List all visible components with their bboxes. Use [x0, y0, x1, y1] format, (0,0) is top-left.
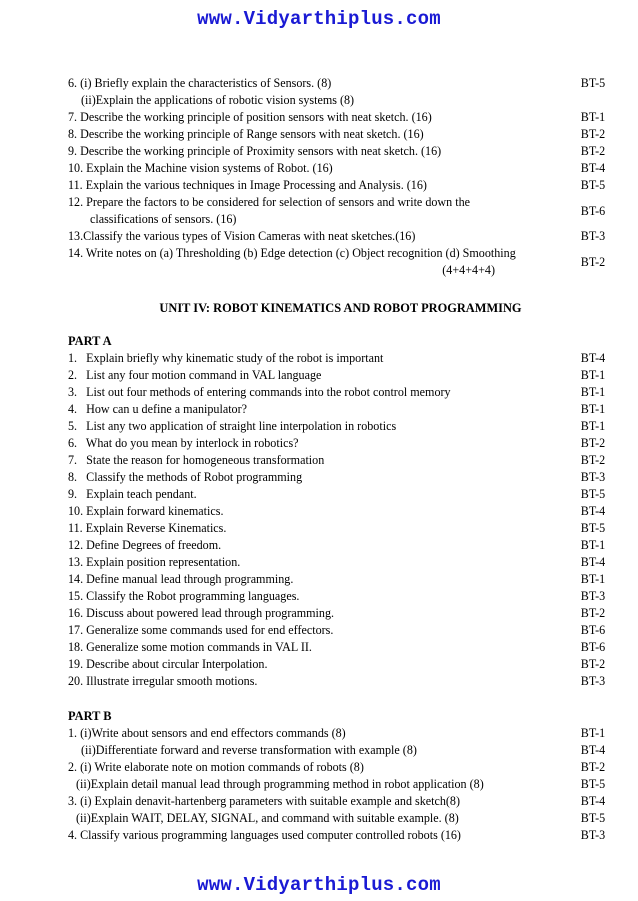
question-row	[68, 759, 613, 776]
question-text: 16. Discuss about powered lead through programming.	[68, 606, 335, 620]
question-row	[68, 503, 613, 520]
question-text: (ii)Explain WAIT, DELAY, SIGNAL, and command with suitable example. (8)	[76, 811, 459, 825]
question-text: 8. Classify the methods of Robot programming	[68, 470, 303, 484]
part-b-list	[68, 725, 613, 844]
unit-title: UNIT IV: ROBOT KINEMATICS AND ROBOT PROGRAMMING	[159, 301, 522, 315]
question-text: 3. List out four methods of entering commands into the robot control memory	[68, 385, 451, 399]
bt-level: BT-3	[580, 674, 606, 688]
question-row	[68, 126, 613, 143]
question-row	[68, 571, 613, 588]
question-text: 2. (i) Write elaborate note on motion commands of robots (8)	[68, 760, 364, 774]
bt-level: BT-6	[580, 623, 606, 637]
question-row	[68, 486, 613, 503]
question-text: 18. Generalize some motion commands in VAL II.	[68, 640, 312, 654]
question-row	[68, 109, 613, 126]
question-text: 12. Prepare the factors to be considered for selection of sensors and write down the	[68, 195, 470, 209]
bt-level: BT-6	[580, 203, 606, 218]
bt-level: BT-5	[580, 777, 606, 791]
bt-level: BT-5	[580, 178, 606, 192]
question-text: 4. Classify various programming languages used computer controlled robots (16)	[68, 828, 461, 842]
bt-level: BT-1	[580, 110, 606, 124]
bt-level: BT-1	[580, 385, 606, 399]
question-text: 5. List any two application of straight line interpolation in robotics	[68, 419, 397, 433]
bt-level: BT-1	[580, 572, 606, 586]
question-row	[68, 622, 613, 639]
bt-level: BT-4	[580, 504, 606, 518]
question-row	[68, 588, 613, 605]
question-text: 14. Write notes on (a) Thresholding (b) Edge detection (c) Object recognition (d) Smoothing	[68, 246, 516, 260]
question-text: 6. (i) Briefly explain the characteristics of Sensors. (8)	[68, 76, 332, 90]
question-row	[68, 537, 613, 554]
bt-level: BT-2	[580, 144, 606, 158]
question-row	[68, 194, 613, 228]
question-text: 17. Generalize some commands used for end effectors.	[68, 623, 334, 637]
watermark-top: www.Vidyarthiplus.com	[197, 8, 441, 30]
question-row	[68, 350, 613, 367]
part-a-heading: PART A	[68, 334, 112, 348]
question-text: 13. Explain position representation.	[68, 555, 241, 569]
question-text: 14. Define manual lead through programming.	[68, 572, 294, 586]
bt-level: BT-3	[580, 229, 606, 243]
bt-level: BT-5	[580, 811, 606, 825]
bt-level: BT-6	[580, 640, 606, 654]
question-content	[68, 75, 613, 844]
question-text: 1. Explain briefly why kinematic study of the robot is important	[68, 351, 384, 365]
bt-level: BT-4	[580, 351, 606, 365]
bt-level: BT-2	[580, 254, 606, 269]
question-row	[68, 605, 613, 622]
question-text: 1. (i)Write about sensors and end effectors commands (8)	[68, 726, 346, 740]
question-text: 13.Classify the various types of Vision Cameras with neat sketches.(16)	[68, 229, 416, 243]
watermark-bottom: www.Vidyarthiplus.com	[197, 874, 441, 896]
question-text: 8. Describe the working principle of Range sensors with neat sketch. (16)	[68, 127, 424, 141]
bt-level: BT-3	[580, 828, 606, 842]
question-text: (ii)Explain detail manual lead through programming method in robot application (8)	[76, 777, 484, 791]
part-b-heading: PART B	[68, 709, 112, 723]
question-row	[68, 810, 613, 827]
question-text: 7. Describe the working principle of position sensors with neat sketch. (16)	[68, 110, 432, 124]
question-text: 4. How can u define a manipulator?	[68, 402, 247, 416]
question-row	[68, 75, 613, 92]
question-row	[68, 401, 613, 418]
question-row	[68, 776, 613, 793]
question-row	[68, 469, 613, 486]
bt-level: BT-5	[580, 521, 606, 535]
question-text: 9. Describe the working principle of Proximity sensors with neat sketch. (16)	[68, 144, 442, 158]
question-row	[68, 520, 613, 537]
question-row	[68, 793, 613, 810]
question-marks: (4+4+4+4)	[442, 263, 495, 277]
question-row	[68, 384, 613, 401]
question-row	[68, 639, 613, 656]
question-text: 12. Define Degrees of freedom.	[68, 538, 222, 552]
question-row	[68, 160, 613, 177]
question-text: 10. Explain forward kinematics.	[68, 504, 224, 518]
bt-level: BT-2	[580, 436, 606, 450]
bt-level: BT-4	[580, 743, 606, 757]
question-row	[68, 827, 613, 844]
question-text: 3. (i) Explain denavit-hartenberg parameters with suitable example and sketch(8)	[68, 794, 461, 808]
question-row	[68, 656, 613, 673]
bt-level: BT-2	[580, 453, 606, 467]
bt-level: BT-4	[580, 555, 606, 569]
question-text: (ii)Differentiate forward and reverse transformation with example (8)	[81, 743, 417, 757]
question-text: 19. Describe about circular Interpolation.	[68, 657, 268, 671]
bt-level: BT-2	[580, 127, 606, 141]
bt-level: BT-1	[580, 538, 606, 552]
question-text: 6. What do you mean by interlock in robotics?	[68, 436, 299, 450]
bt-level: BT-5	[580, 76, 606, 90]
bt-level: BT-3	[580, 470, 606, 484]
question-row	[68, 245, 613, 279]
question-row	[68, 725, 613, 742]
question-row	[68, 228, 613, 245]
question-row	[68, 418, 613, 435]
bt-level: BT-1	[580, 419, 606, 433]
bt-level: BT-1	[580, 726, 606, 740]
bt-level: BT-5	[580, 487, 606, 501]
question-text: 9. Explain teach pendant.	[68, 487, 197, 501]
question-row	[68, 92, 613, 109]
bt-level: BT-1	[580, 402, 606, 416]
part-a-list	[68, 350, 613, 690]
question-row	[68, 367, 613, 384]
question-text: 10. Explain the Machine vision systems of Robot. (16)	[68, 161, 333, 175]
question-row	[68, 554, 613, 571]
question-text-continued: classifications of sensors. (16)	[90, 212, 237, 226]
question-text: 7. State the reason for homogeneous transformation	[68, 453, 325, 467]
question-text: (ii)Explain the applications of robotic vision systems (8)	[81, 93, 355, 107]
bt-level: BT-1	[580, 368, 606, 382]
question-text: 2. List any four motion command in VAL language	[68, 368, 322, 382]
question-row	[68, 452, 613, 469]
bt-level: BT-4	[580, 161, 606, 175]
bt-level: BT-4	[580, 794, 606, 808]
bt-level: BT-3	[580, 589, 606, 603]
question-text: 20. Illustrate irregular smooth motions.	[68, 674, 258, 688]
question-row	[68, 435, 613, 452]
bt-level: BT-2	[580, 760, 606, 774]
question-text: 15. Classify the Robot programming languages.	[68, 589, 300, 603]
question-text: 11. Explain the various techniques in Image Processing and Analysis. (16)	[68, 178, 427, 192]
question-row	[68, 673, 613, 690]
bt-level: BT-2	[580, 606, 606, 620]
question-row	[68, 742, 613, 759]
bt-level: BT-2	[580, 657, 606, 671]
question-row	[68, 143, 613, 160]
question-row	[68, 177, 613, 194]
question-text: 11. Explain Reverse Kinematics.	[68, 521, 227, 535]
